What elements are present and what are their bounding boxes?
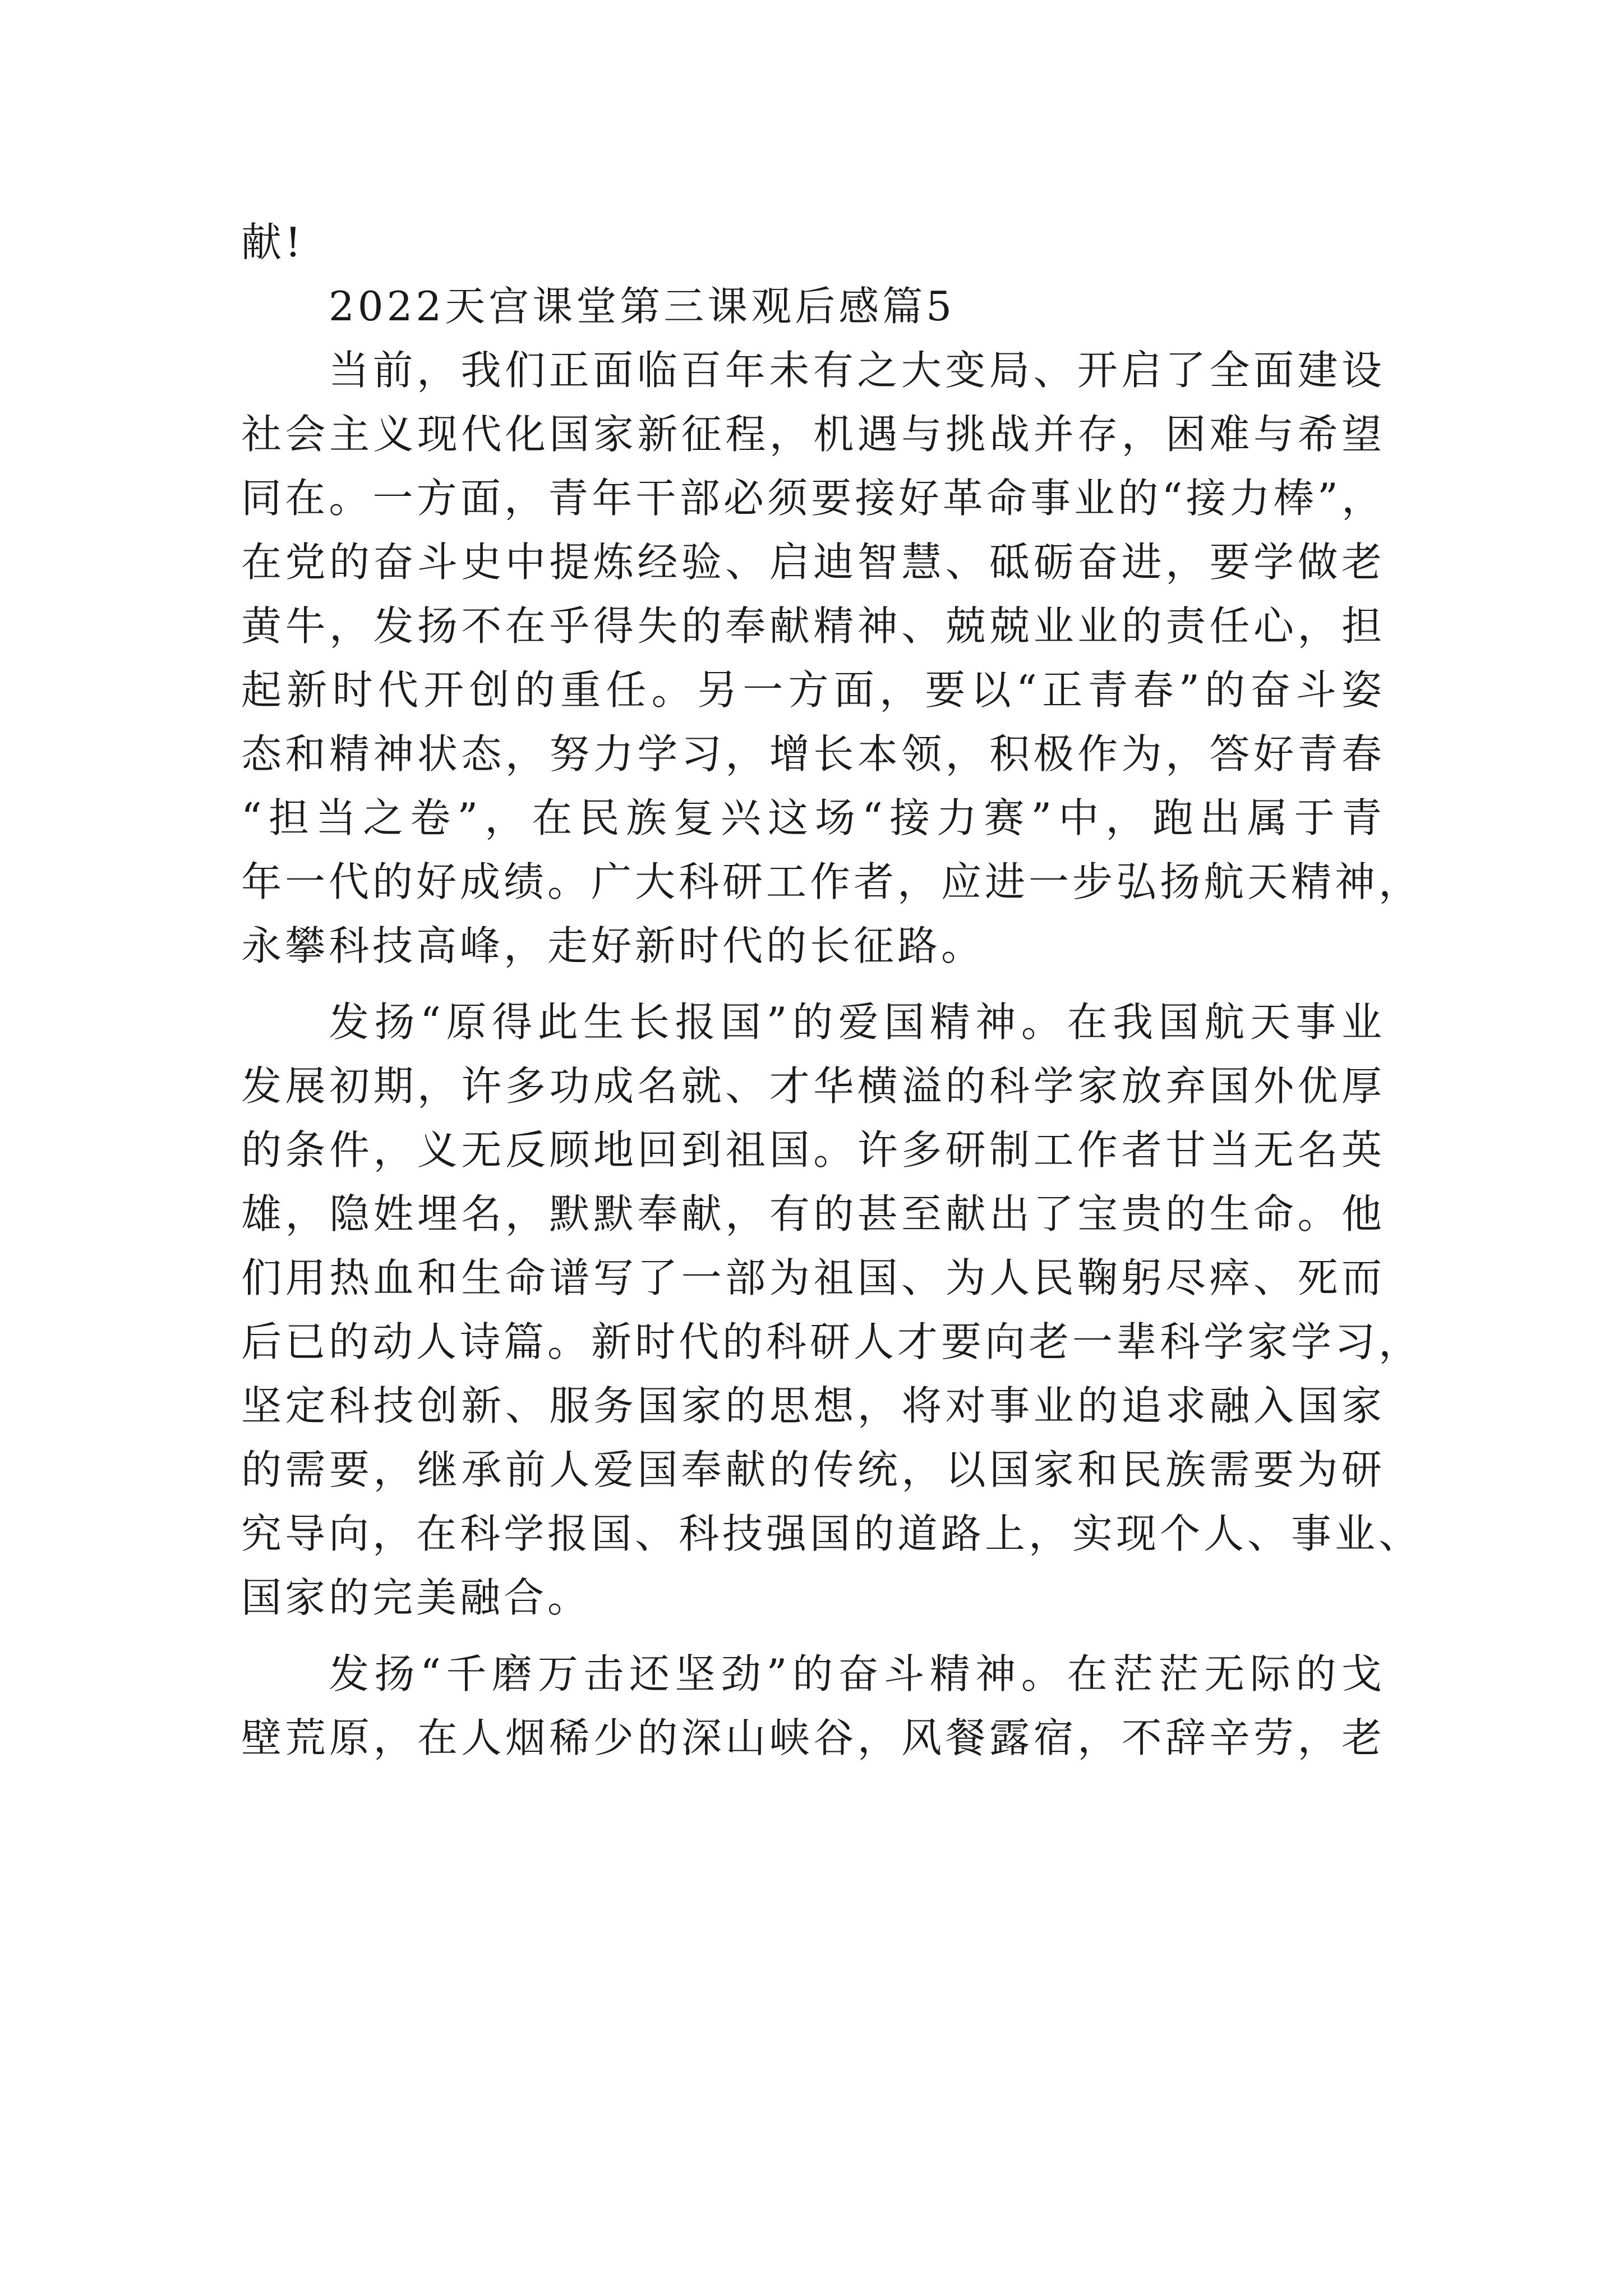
paragraph-line: 坚定科技创新、服务国家的思想，将对事业的追求融入国家 bbox=[241, 1382, 1385, 1429]
paragraph-line: “担当之卷”，在民族复兴这场“接力赛”中，跑出属于青 bbox=[241, 794, 1385, 841]
paragraph-3 bbox=[241, 1642, 1385, 1770]
paragraph-line: 究导向，在科学报国、科技强国的道路上，实现个人、事业、 bbox=[241, 1510, 1423, 1557]
paragraph-line: 社会主义现代化国家新征程，机遇与挑战并存，困难与希望 bbox=[241, 411, 1385, 458]
section-heading: 2022天宫课堂第三课观后感篇5 bbox=[329, 283, 956, 330]
paragraph-line: 发扬“千磨万击还坚劲”的奋斗精神。在茫茫无际的戈 bbox=[329, 1650, 1385, 1697]
paragraph-line: 态和精神状态，努力学习，增长本领，积极作为，答好青春 bbox=[241, 730, 1385, 777]
paragraph-line: 雄，隐姓埋名，默默奉献，有的甚至献出了宝贵的生命。他 bbox=[241, 1190, 1385, 1237]
paragraph-line: 后已的动人诗篇。新时代的科研人才要向老一辈科学家学习， bbox=[241, 1318, 1423, 1365]
paragraph-gap bbox=[241, 1630, 1385, 1642]
paragraph-line: 年一代的好成绩。广大科研工作者，应进一步弘扬航天精神， bbox=[241, 858, 1423, 905]
paragraph-line: 黄牛，发扬不在乎得失的奉献精神、兢兢业业的责任心，担 bbox=[241, 602, 1385, 650]
paragraph-line: 在党的奋斗史中提炼经验、启迪智慧、砥砺奋进，要学做老 bbox=[241, 539, 1385, 586]
paragraph-line: 们用热血和生命谱写了一部为祖国、为人民鞠躬尽瘁、死而 bbox=[241, 1254, 1385, 1301]
document-body bbox=[241, 210, 1423, 1770]
paragraph-2 bbox=[241, 990, 1423, 1630]
paragraph-gap bbox=[241, 978, 1385, 990]
paragraph-line: 的条件，义无反顾地回到祖国。许多研制工作者甘当无名英 bbox=[241, 1126, 1385, 1174]
paragraph-line: 永攀科技高峰，走好新时代的长征路。 bbox=[241, 922, 985, 969]
paragraph-1 bbox=[241, 338, 1423, 978]
paragraph-line: 发扬“原得此生长报国”的爱国精神。在我国航天事业 bbox=[329, 999, 1385, 1046]
paragraph-line: 的需要，继承前人爱国奉献的传统，以国家和民族需要为研 bbox=[241, 1446, 1385, 1493]
paragraph-line: 发展初期，许多功成名就、才华横溢的科学家放弃国外优厚 bbox=[241, 1062, 1385, 1110]
paragraph-line: 起新时代开创的重任。另一方面，要以“正青春”的奋斗姿 bbox=[241, 666, 1385, 714]
paragraph-line: 当前，我们正面临百年未有之大变局、开启了全面建设 bbox=[329, 347, 1385, 394]
paragraph-line: 国家的完美融合。 bbox=[241, 1574, 592, 1621]
paragraph-line: 同在。一方面，青年干部必须要接好革命事业的“接力棒”， bbox=[241, 475, 1385, 522]
paragraph-line: 壁荒原，在人烟稀少的深山峡谷，风餐露宿，不辞辛劳，老 bbox=[241, 1714, 1385, 1761]
opening-line: 献! bbox=[241, 219, 305, 266]
